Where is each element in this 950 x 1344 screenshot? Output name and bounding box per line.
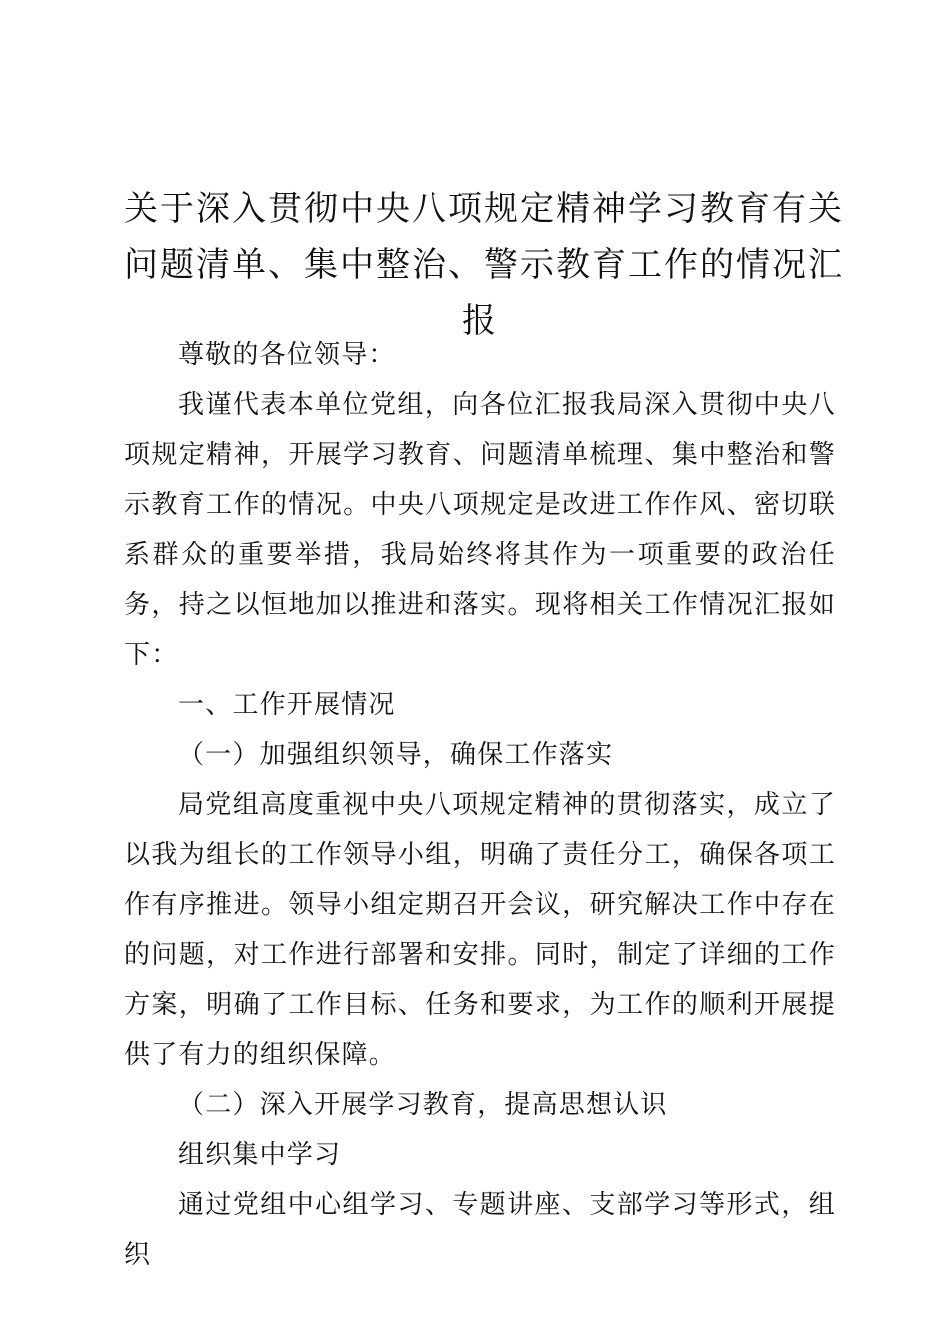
paragraph-1: 局党组高度重视中央八项规定精神的贯彻落实，成立了以我为组长的工作领导小组，明确了责任分工，确保各项工作有序推进。领导小组定期召开会议，研究解决工作中存在的问题，对工作进行部署和安排。同时，制定了详细的工作方案，明确了工作目标、任务和要求，为工作的顺利开展提供了有力的组织保障。 — [124, 790, 836, 1070]
title-line-2: 问题清单、集中整治、警示教育工作的情况汇 — [124, 245, 844, 285]
paragraph-2: 通过党组中心组学习、专题讲座、支部学习等形式，组织 — [124, 1190, 836, 1270]
title-line-3: 报 — [462, 301, 498, 341]
salutation: 尊敬的各位领导： — [178, 340, 396, 370]
subsection-heading-1: （一）加强组织领导，确保工作落实 — [178, 740, 614, 770]
intro-paragraph: 我谨代表本单位党组，向各位汇报我局深入贯彻中央八项规定精神，开展学习教育、问题清单梳理、集中整治和警示教育工作的情况。中央八项规定是改进工作作风、密切联系群众的重要举措，我局始终将其作为一项重要的政治任务，持之以恒地加以推进和落实。现将相关工作情况汇报如下： — [124, 390, 836, 670]
document-body — [124, 330, 836, 1280]
document-title — [124, 181, 844, 349]
title-line-1: 关于深入贯彻中央八项规定精神学习教育有关 — [124, 189, 844, 229]
subsection-heading-2: （二）深入开展学习教育，提高思想认识 — [178, 1090, 668, 1120]
item-heading-1: 组织集中学习 — [178, 1140, 342, 1170]
section-heading-1: 一、工作开展情况 — [178, 690, 396, 720]
